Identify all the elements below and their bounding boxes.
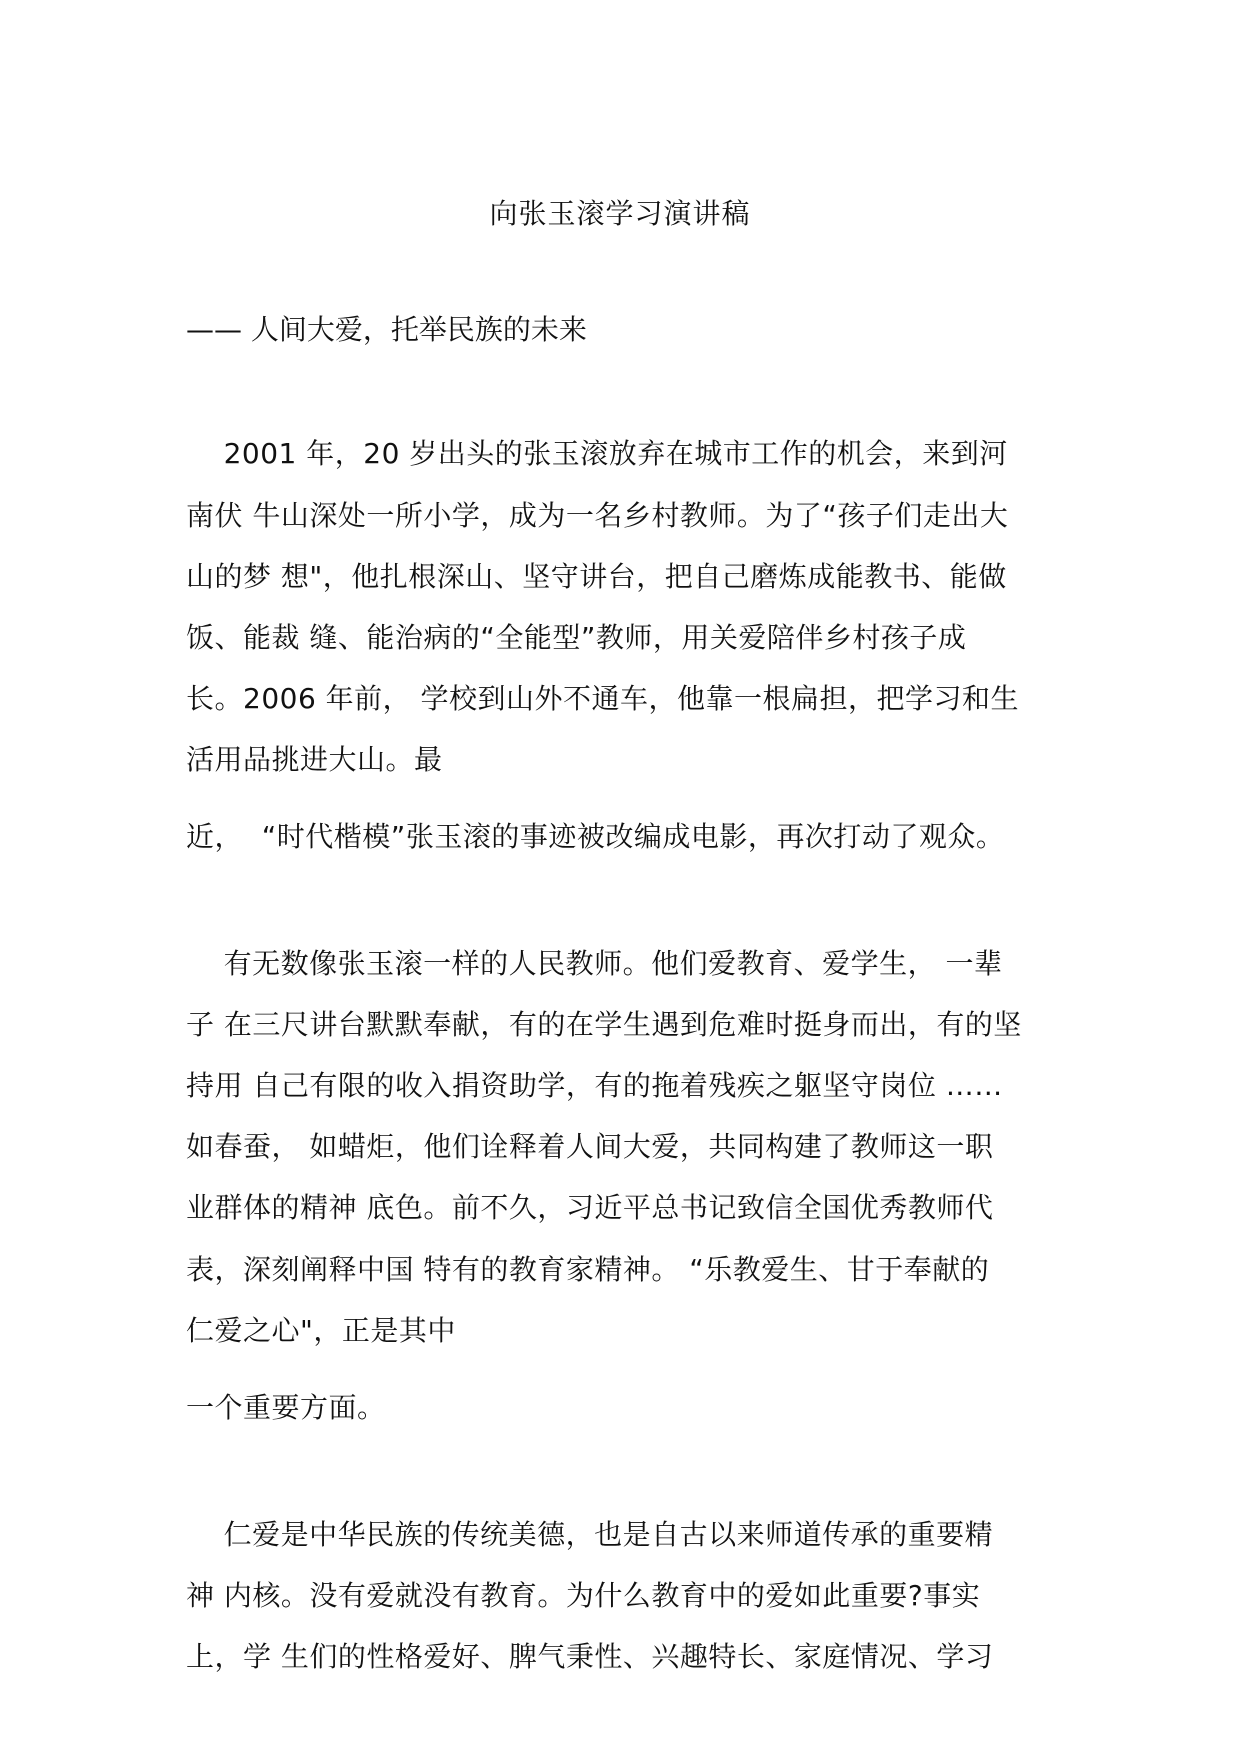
paragraph-line: 活用品挑进大山。最 [186, 743, 443, 776]
paragraph-line: 山的梦 想"，他扎根深山、坚守讲台，把自己磨炼成能教书、能做 [186, 560, 1007, 593]
paragraph-line: 仁爱是中华民族的传统美德，也是自古以来师道传承的重要精 [186, 1518, 994, 1551]
document-title: 向张玉滚学习演讲稿 [489, 197, 751, 230]
paragraph-line: 如春蚕， 如蜡炬，他们诠释着人间大爱，共同构建了教师这一职 [186, 1130, 994, 1163]
paragraph-line: 持用 自己有限的收入捐资助学，有的拖着残疾之躯坚守岗位 …… [186, 1069, 1003, 1102]
paragraph-line: 神 内核。没有爱就没有教育。为什么教育中的爱如此重要?事实 [186, 1579, 981, 1612]
paragraph-line: 仁爱之心"，正是其中 [186, 1314, 456, 1347]
paragraph-line: 饭、能裁 缝、能治病的“全能型”教师，用关爱陪伴乡村孩子成 [186, 621, 967, 654]
paragraph-line: 南伏 牛山深处一所小学，成为一名乡村教师。为了“孩子们走出大 [186, 499, 1009, 532]
paragraph-line: 有无数像张玉滚一样的人民教师。他们爱教育、爱学生， 一辈 [186, 947, 1003, 980]
paragraph-line: 2001 年，20 岁出头的张玉滚放弃在城市工作的机会，来到河 [186, 437, 1008, 470]
document-subtitle: —— 人间大爱，托举民族的未来 [186, 313, 587, 346]
paragraph-line: 近， “时代楷模”张玉滚的事迹被改编成电影，再次打动了观众。 [186, 820, 1005, 853]
paragraph-line: 上，学 生们的性格爱好、脾气秉性、兴趣特长、家庭情况、学习 [186, 1640, 994, 1673]
paragraph-line: 表，深刻阐释中国 特有的教育家精神。 “乐教爱生、甘于奉献的 [186, 1253, 990, 1286]
paragraph-line: 子 在三尺讲台默默奉献，有的在学生遇到危难时挺身而出，有的坚 [186, 1008, 1022, 1041]
paragraph-line: 长。2006 年前， 学校到山外不通车，他靠一根扁担，把学习和生 [186, 682, 1020, 715]
paragraph-line: 业群体的精神 底色。前不久，习近平总书记致信全国优秀教师代 [186, 1191, 994, 1224]
paragraph-line: 一个重要方面。 [186, 1391, 386, 1424]
